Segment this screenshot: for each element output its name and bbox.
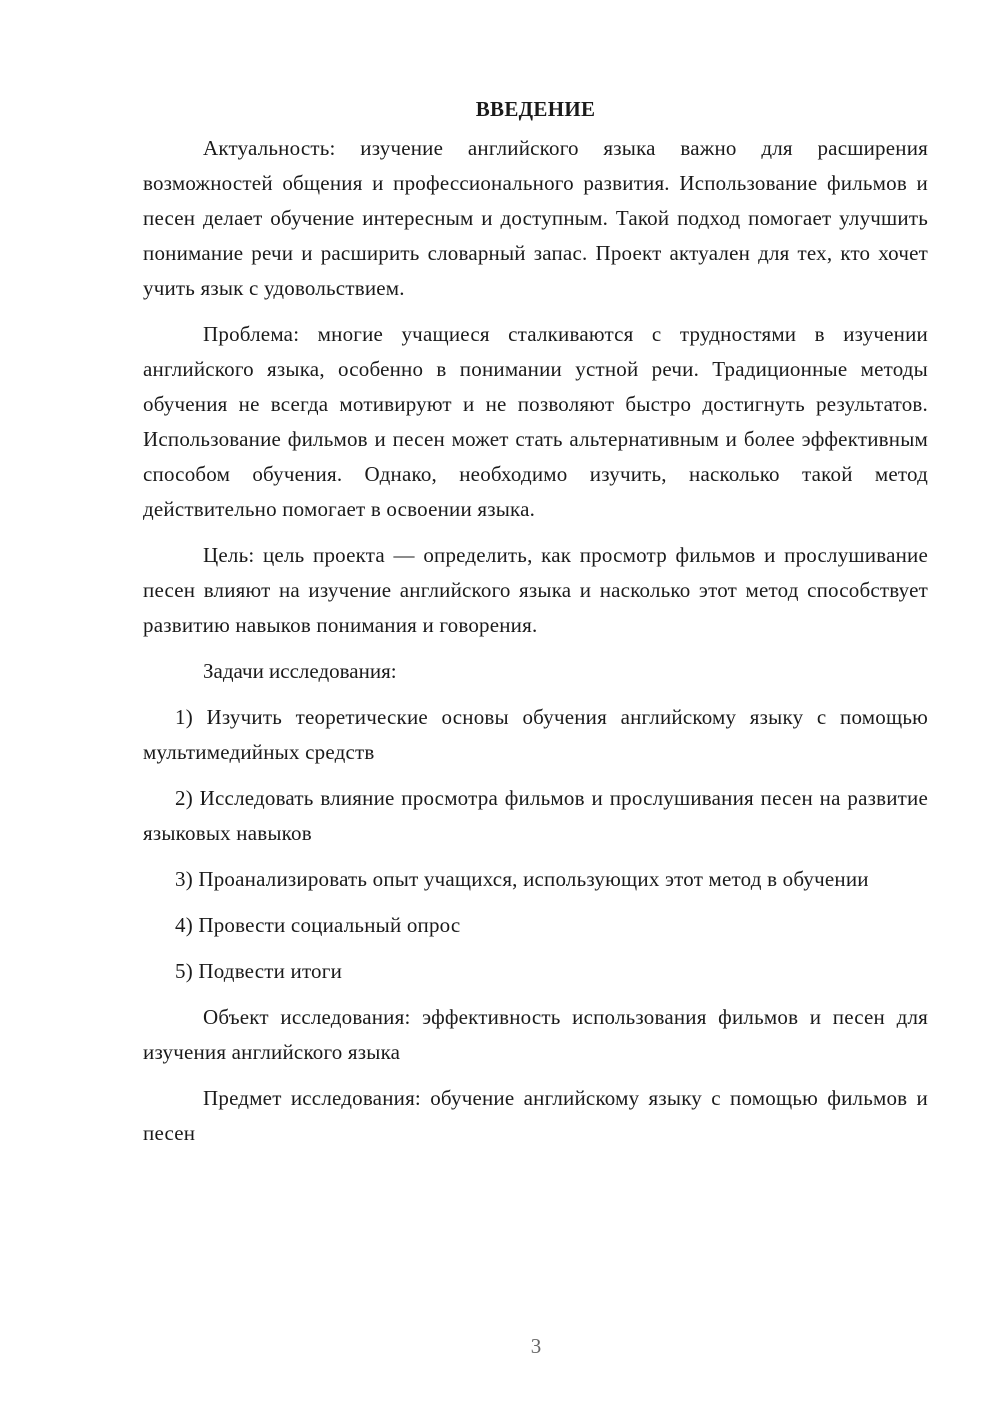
task-item-4: 4) Провести социальный опрос <box>175 913 461 937</box>
page-content <box>143 92 928 1162</box>
task-item-3: 3) Проанализировать опыт учащихся, использующих этот метод в обучении <box>175 867 869 891</box>
page-title: ВВЕДЕНИЕ <box>475 97 596 121</box>
page-number: 3 <box>530 1334 542 1358</box>
goal-paragraph: Цель: цель проекта — определить, как просмотр фильмов и прослушивание песен влияют на изучение английского языка и насколько этот метод способствует развитию навыков понимания и говорения. <box>143 543 928 637</box>
task-item-1: 1) Изучить теоретические основы обучения английскому языку с помощью мультимедийных средств <box>143 705 928 764</box>
research-object-paragraph: Объект исследования: эффективность использования фильмов и песен для изучения английского языка <box>143 1005 928 1064</box>
task-item-2: 2) Исследовать влияние просмотра фильмов и прослушивания песен на развитие языковых навыков <box>143 786 928 845</box>
task-item-5: 5) Подвести итоги <box>175 959 343 983</box>
relevance-paragraph: Актуальность: изучение английского языка важно для расширения возможностей общения и профессионального развития. Использование фильмов и песен делает обучение интересным и доступным. Такой подход помогает улучшить понимание речи и расширить словарный запас. Проект актуален для тех, кто хочет учить язык с удовольствием. <box>143 136 928 300</box>
research-subject-paragraph: Предмет исследования: обучение английскому языку с помощью фильмов и песен <box>143 1086 928 1145</box>
tasks-heading: Задачи исследования: <box>203 659 397 683</box>
problem-paragraph: Проблема: многие учащиеся сталкиваются с трудностями в изучении английского языка, особенно в понимании устной речи. Традиционные методы обучения не всегда мотивируют и не позволяют быстро достигнуть результатов. Использование фильмов и песен может стать альтернативным и более эффективным способом обучения. Однако, необходимо изучить, насколько такой метод действительно помогает в освоении языка. <box>143 322 928 521</box>
